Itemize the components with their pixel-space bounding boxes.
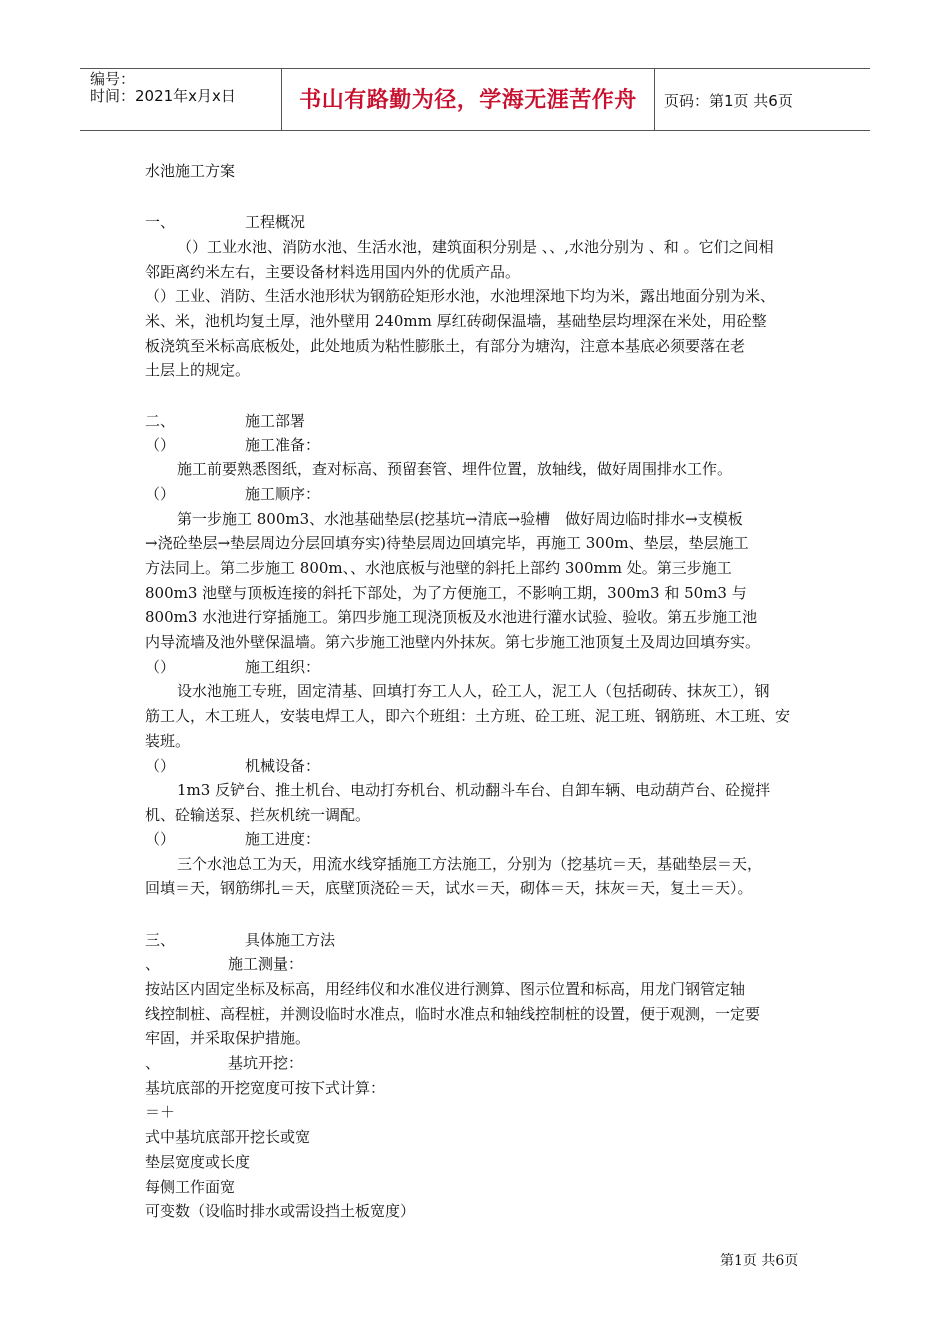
paragraph-line: 基坑底部的开挖宽度可按下式计算：	[145, 1079, 386, 1097]
section-number: 三、	[145, 931, 176, 949]
section-title: 施工部署	[245, 412, 306, 430]
paragraph-line: 线控制桩、高程桩，并测设临时水准点，临时水准点和轴线控制桩的设置，便于观测，一定要	[145, 1005, 761, 1023]
paragraph-line: （）工业、消防、生活水池形状为钢筋砼矩形水池，水池埋深地下均为米，露出地面分别为米、	[145, 287, 776, 305]
paragraph-line: 可变数（设临时排水或需设挡土板宽度）	[145, 1202, 416, 1220]
date-label: 时间：2021年x月x日	[90, 87, 236, 105]
subsection-title: 施工顺序：	[245, 485, 321, 503]
header-divider	[281, 69, 282, 130]
paragraph-line: 筋工人，木工班人，安装电焊工人，即六个班组：土方班、砼工班、泥工班、钢筋班、木工班、安	[145, 707, 791, 725]
paragraph-line: 每侧工作面宽	[145, 1178, 236, 1196]
header-meta	[90, 71, 236, 105]
subsection-number: （）	[145, 757, 176, 775]
subsection-number: 、	[145, 1054, 161, 1072]
section-title: 具体施工方法	[245, 931, 336, 949]
paragraph-line: （）工业水池、消防水池、生活水池，建筑面积分别是 、、,水池分别为 、和 。它们之间相	[177, 238, 774, 256]
paragraph-line: 设水池施工专班，固定清基、回填打夯工人人，砼工人，泥工人（包括砌砖、抹灰工），钢	[177, 682, 770, 700]
subsection-title: 施工组织：	[245, 658, 321, 676]
paragraph-line: 方法同上。第二步施工 800m、、水池底板与池壁的斜托上部约 300mm 处。第三步施工	[145, 559, 732, 577]
subsection-title: 施工进度：	[245, 830, 321, 848]
paragraph-line: 牢固，并采取保护措施。	[145, 1029, 311, 1047]
document-title: 水池施工方案	[145, 162, 236, 180]
paragraph-line: 机、砼输送泵、拦灰机统一调配。	[145, 806, 371, 824]
paragraph-line: →浇砼垫层→垫层周边分层回填夯实)待垫层周边回填完毕，再施工 300m、垫层，垫层施工	[145, 534, 749, 552]
page-header	[80, 68, 870, 131]
code-label: 编号：	[90, 70, 136, 88]
paragraph-line: 土层上的规定。	[145, 361, 251, 379]
paragraph-line: 垫层宽度或长度	[145, 1153, 251, 1171]
section-number: 一、	[145, 213, 176, 231]
paragraph-line: 米、米，池机均复土厚，池外壁用 240mm 厚红砖砌保温墙，基础垫层均埋深在米处，用砼整	[145, 312, 767, 330]
paragraph-line: 式中基坑底部开挖长或宽	[145, 1128, 311, 1146]
header-motto: 书山有路勤为径，学海无涯苦作舟	[299, 88, 637, 113]
paragraph-line: 施工前要熟悉图纸，查对标高、预留套管、埋件位置，放轴线，做好周围排水工作。	[177, 460, 733, 478]
subsection-title: 施工准备：	[245, 436, 321, 454]
paragraph-line: 内导流墙及池外壁保温墙。第六步施工池壁内外抹灰。第七步施工池顶复土及周边回填夯实。	[145, 633, 761, 651]
paragraph-line: 邻距离约米左右，主要设备材料选用国内外的优质产品。	[145, 263, 521, 281]
section-number: 二、	[145, 412, 176, 430]
paragraph-line: 第一步施工 800m3、水池基础垫层(挖基坑→清底→验槽 做好周边临时排水→支模板	[177, 510, 743, 528]
paragraph-line: 1m3 反铲台、推土机台、电动打夯机台、机动翻斗车台、自卸车辆、电动葫芦台、砼搅拌	[177, 781, 771, 799]
paragraph-line: 800m3 池壁与顶板连接的斜托下部处，为了方便施工，不影响工期，300m3 和 50m3 与	[145, 584, 747, 602]
paragraph-line: 按站区内固定坐标及标高，用经纬仪和水准仪进行测算、图示位置和标高，用龙门钢管定轴	[145, 980, 746, 998]
header-divider	[654, 69, 655, 130]
subsection-number: （）	[145, 436, 176, 454]
paragraph-line: 板浇筑至米标高底板处，此处地质为粘性膨胀土，有部分为塘沟，注意本基底必须要落在老	[145, 337, 746, 355]
subsection-title: 机械设备：	[245, 757, 321, 775]
paragraph-line: 装班。	[145, 732, 191, 750]
paragraph-line: 回填＝天，钢筋绑扎＝天，底壁顶浇砼＝天，试水＝天，砌体＝天，抹灰＝天，复土＝天）。	[145, 879, 753, 897]
header-page-number: 页码：第1页 共6页	[664, 92, 793, 110]
paragraph-line: 三个水池总工为天，用流水线穿插施工方法施工，分别为（挖基坑＝天，基础垫层＝天，	[177, 855, 763, 873]
subsection-number: 、	[145, 955, 161, 973]
subsection-number: （）	[145, 485, 176, 503]
subsection-title: 施工测量：	[228, 955, 304, 973]
formula-line: ＝＋	[145, 1103, 176, 1121]
section-title: 工程概况	[245, 213, 306, 231]
footer-page-number: 第1页 共6页	[720, 1253, 799, 1269]
subsection-title: 基坑开挖：	[228, 1054, 304, 1072]
paragraph-line: 800m3 水池进行穿插施工。第四步施工现浇顶板及水池进行灌水试验、验收。第五步施工池	[145, 608, 758, 626]
subsection-number: （）	[145, 658, 176, 676]
subsection-number: （）	[145, 830, 176, 848]
